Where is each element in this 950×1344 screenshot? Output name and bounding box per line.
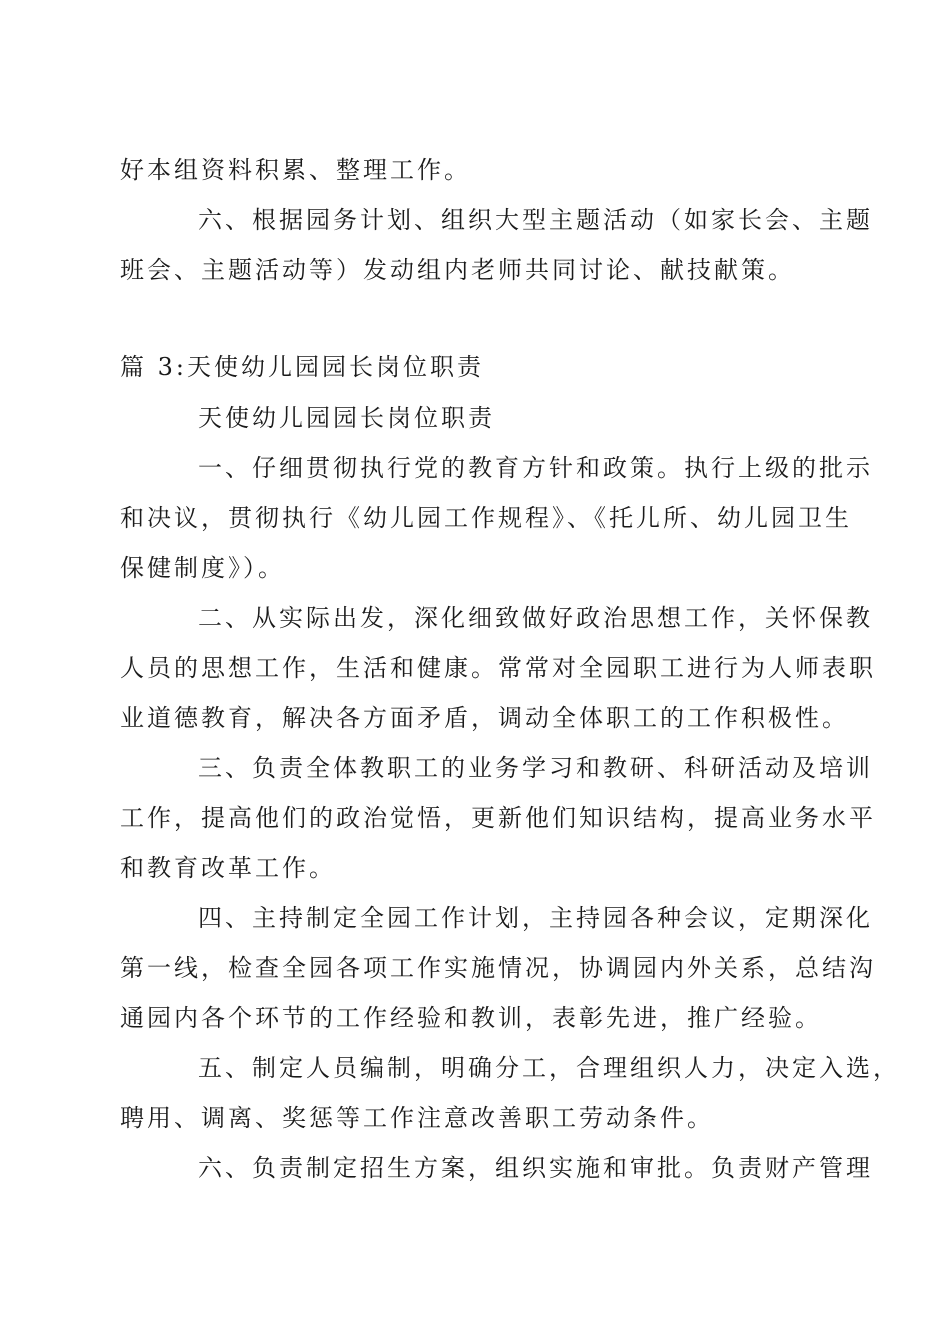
item-2-line: 业道德教育，解决各方面矛盾，调动全体职工的工作积极性。 [120,704,849,732]
item-1-line: 一、仔细贯彻执行党的教育方针和政策。执行上级的批示 [198,454,873,482]
item-4-line: 通园内各个环节的工作经验和教训，表彰先进，推广经验。 [120,1004,822,1032]
item-5-line: 聘用、调离、奖惩等工作注意改善职工劳动条件。 [120,1104,714,1132]
item-1-line: 和决议，贯彻执行《幼儿园工作规程》、《托儿所、幼儿园卫生 [120,504,852,532]
item-1-line: 保健制度》）。 [120,554,285,582]
previous-item-6-line: 班会、主题活动等）发动组内老师共同讨论、献技献策。 [120,256,795,284]
item-2-line: 人员的思想工作，生活和健康。常常对全园职工进行为人师表职 [120,654,876,682]
previous-item-6-line: 六、根据园务计划、组织大型主题活动（如家长会、主题 [198,206,873,234]
section-heading: 篇 3:天使幼儿园园长岗位职责 [120,353,484,381]
item-5-line: 五、制定人员编制，明确分工，合理组织人力，决定入选， [198,1054,900,1082]
item-3-line: 和教育改革工作。 [120,854,336,882]
paragraph-continuation-line: 好本组资料积累、整理工作。 [120,156,471,184]
item-4-line: 第一线，检查全园各项工作实施情况，协调园内外关系，总结沟 [120,954,876,982]
item-6-line: 六、负责制定招生方案，组织实施和审批。负责财产管理 [198,1154,873,1182]
section-title: 天使幼儿园园长岗位职责 [198,404,495,432]
item-2-line: 二、从实际出发，深化细致做好政治思想工作，关怀保教 [198,604,873,632]
item-3-line: 工作，提高他们的政治觉悟，更新他们知识结构，提高业务水平 [120,804,876,832]
item-4-line: 四、主持制定全园工作计划，主持园各种会议，定期深化 [198,904,873,932]
item-3-line: 三、负责全体教职工的业务学习和教研、科研活动及培训 [198,754,873,782]
